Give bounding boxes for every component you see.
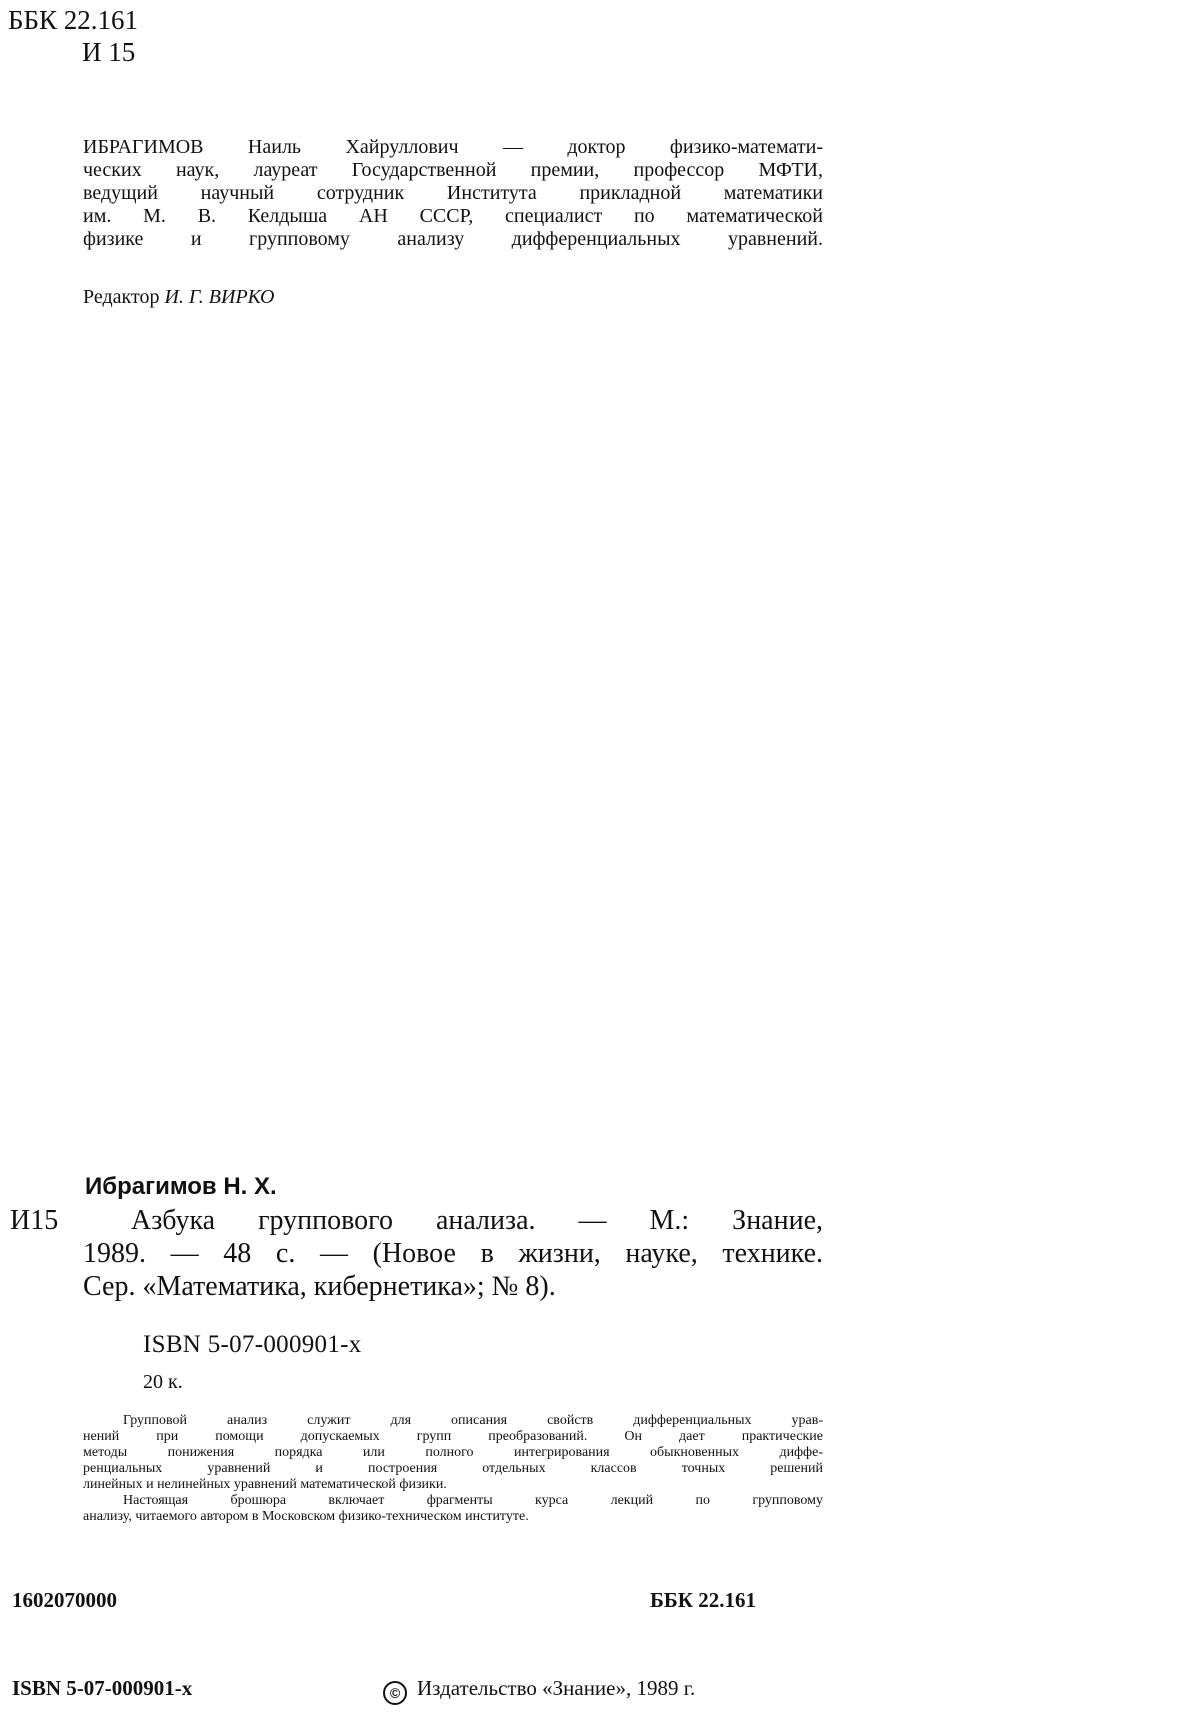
footer-code: 1602070000 bbox=[12, 1588, 117, 1612]
copyright-line bbox=[383, 1675, 695, 1705]
annotation-line: Групповой анализ служит для описания свойств дифференциальных урав- bbox=[123, 1413, 823, 1428]
catalog-index: И15 bbox=[10, 1205, 59, 1236]
author-bio-line: физике и групповому анализу дифференциальных уравнений. bbox=[83, 228, 823, 250]
annotation-line: методы понижения порядка или полного интегрирования обыкновенных диффе- bbox=[83, 1445, 823, 1460]
author-bio-line: ческих наук, лауреат Государственной премии, профессор МФТИ, bbox=[83, 159, 823, 181]
copyright-text: Издательство «Знание», 1989 г. bbox=[417, 1676, 696, 1700]
book-index: И 15 bbox=[82, 37, 136, 67]
annotation bbox=[83, 1413, 823, 1525]
editor-credit bbox=[83, 285, 274, 309]
price: 20 к. bbox=[143, 1371, 183, 1393]
annotation-line: линейных и нелинейных уравнений математической физики. bbox=[83, 1477, 447, 1492]
catalog-entry-line: Азбука группового анализа. — М.: Знание, bbox=[131, 1205, 823, 1236]
editor-name: И. Г. ВИРКО bbox=[164, 286, 275, 308]
bbk-header bbox=[8, 4, 138, 68]
footer-isbn: ISBN 5-07-000901-х bbox=[12, 1676, 193, 1700]
annotation-line: нений при помощи допускаемых групп преобразований. Он дает практические bbox=[83, 1429, 823, 1444]
author-bio-line: им. М. В. Келдыша АН СССР, специалист по математической bbox=[83, 205, 823, 227]
annotation-line: анализу, читаемого автором в Московском физико-техническом институте. bbox=[83, 1509, 529, 1524]
author-bio bbox=[83, 136, 823, 251]
annotation-line: Настоящая брошюра включает фрагменты курса лекций по групповому bbox=[123, 1493, 823, 1508]
author-bio-line: ведущий научный сотрудник Института прикладной математики bbox=[83, 182, 823, 204]
bbk-code: ББК 22.161 bbox=[8, 5, 139, 35]
catalog-isbn: ISBN 5-07-000901-х bbox=[143, 1331, 362, 1358]
annotation-line: ренциальных уравнений и построения отдельных классов точных решений bbox=[83, 1461, 823, 1476]
editor-label: Редактор bbox=[83, 286, 160, 308]
author-bio-line: ИБРАГИМОВ Наиль Хайруллович — доктор физико-математи- bbox=[83, 136, 823, 158]
catalog-entry-line: Сер. «Математика, кибернетика»; № 8). bbox=[83, 1271, 556, 1302]
catalog-author: Ибрагимов Н. Х. bbox=[85, 1173, 277, 1200]
copyright-icon: © bbox=[383, 1681, 407, 1705]
catalog-entry bbox=[83, 1204, 823, 1303]
catalog-entry-line: 1989. — 48 с. — (Новое в жизни, науке, технике. bbox=[83, 1238, 823, 1269]
footer-bbk: ББК 22.161 bbox=[650, 1588, 756, 1612]
